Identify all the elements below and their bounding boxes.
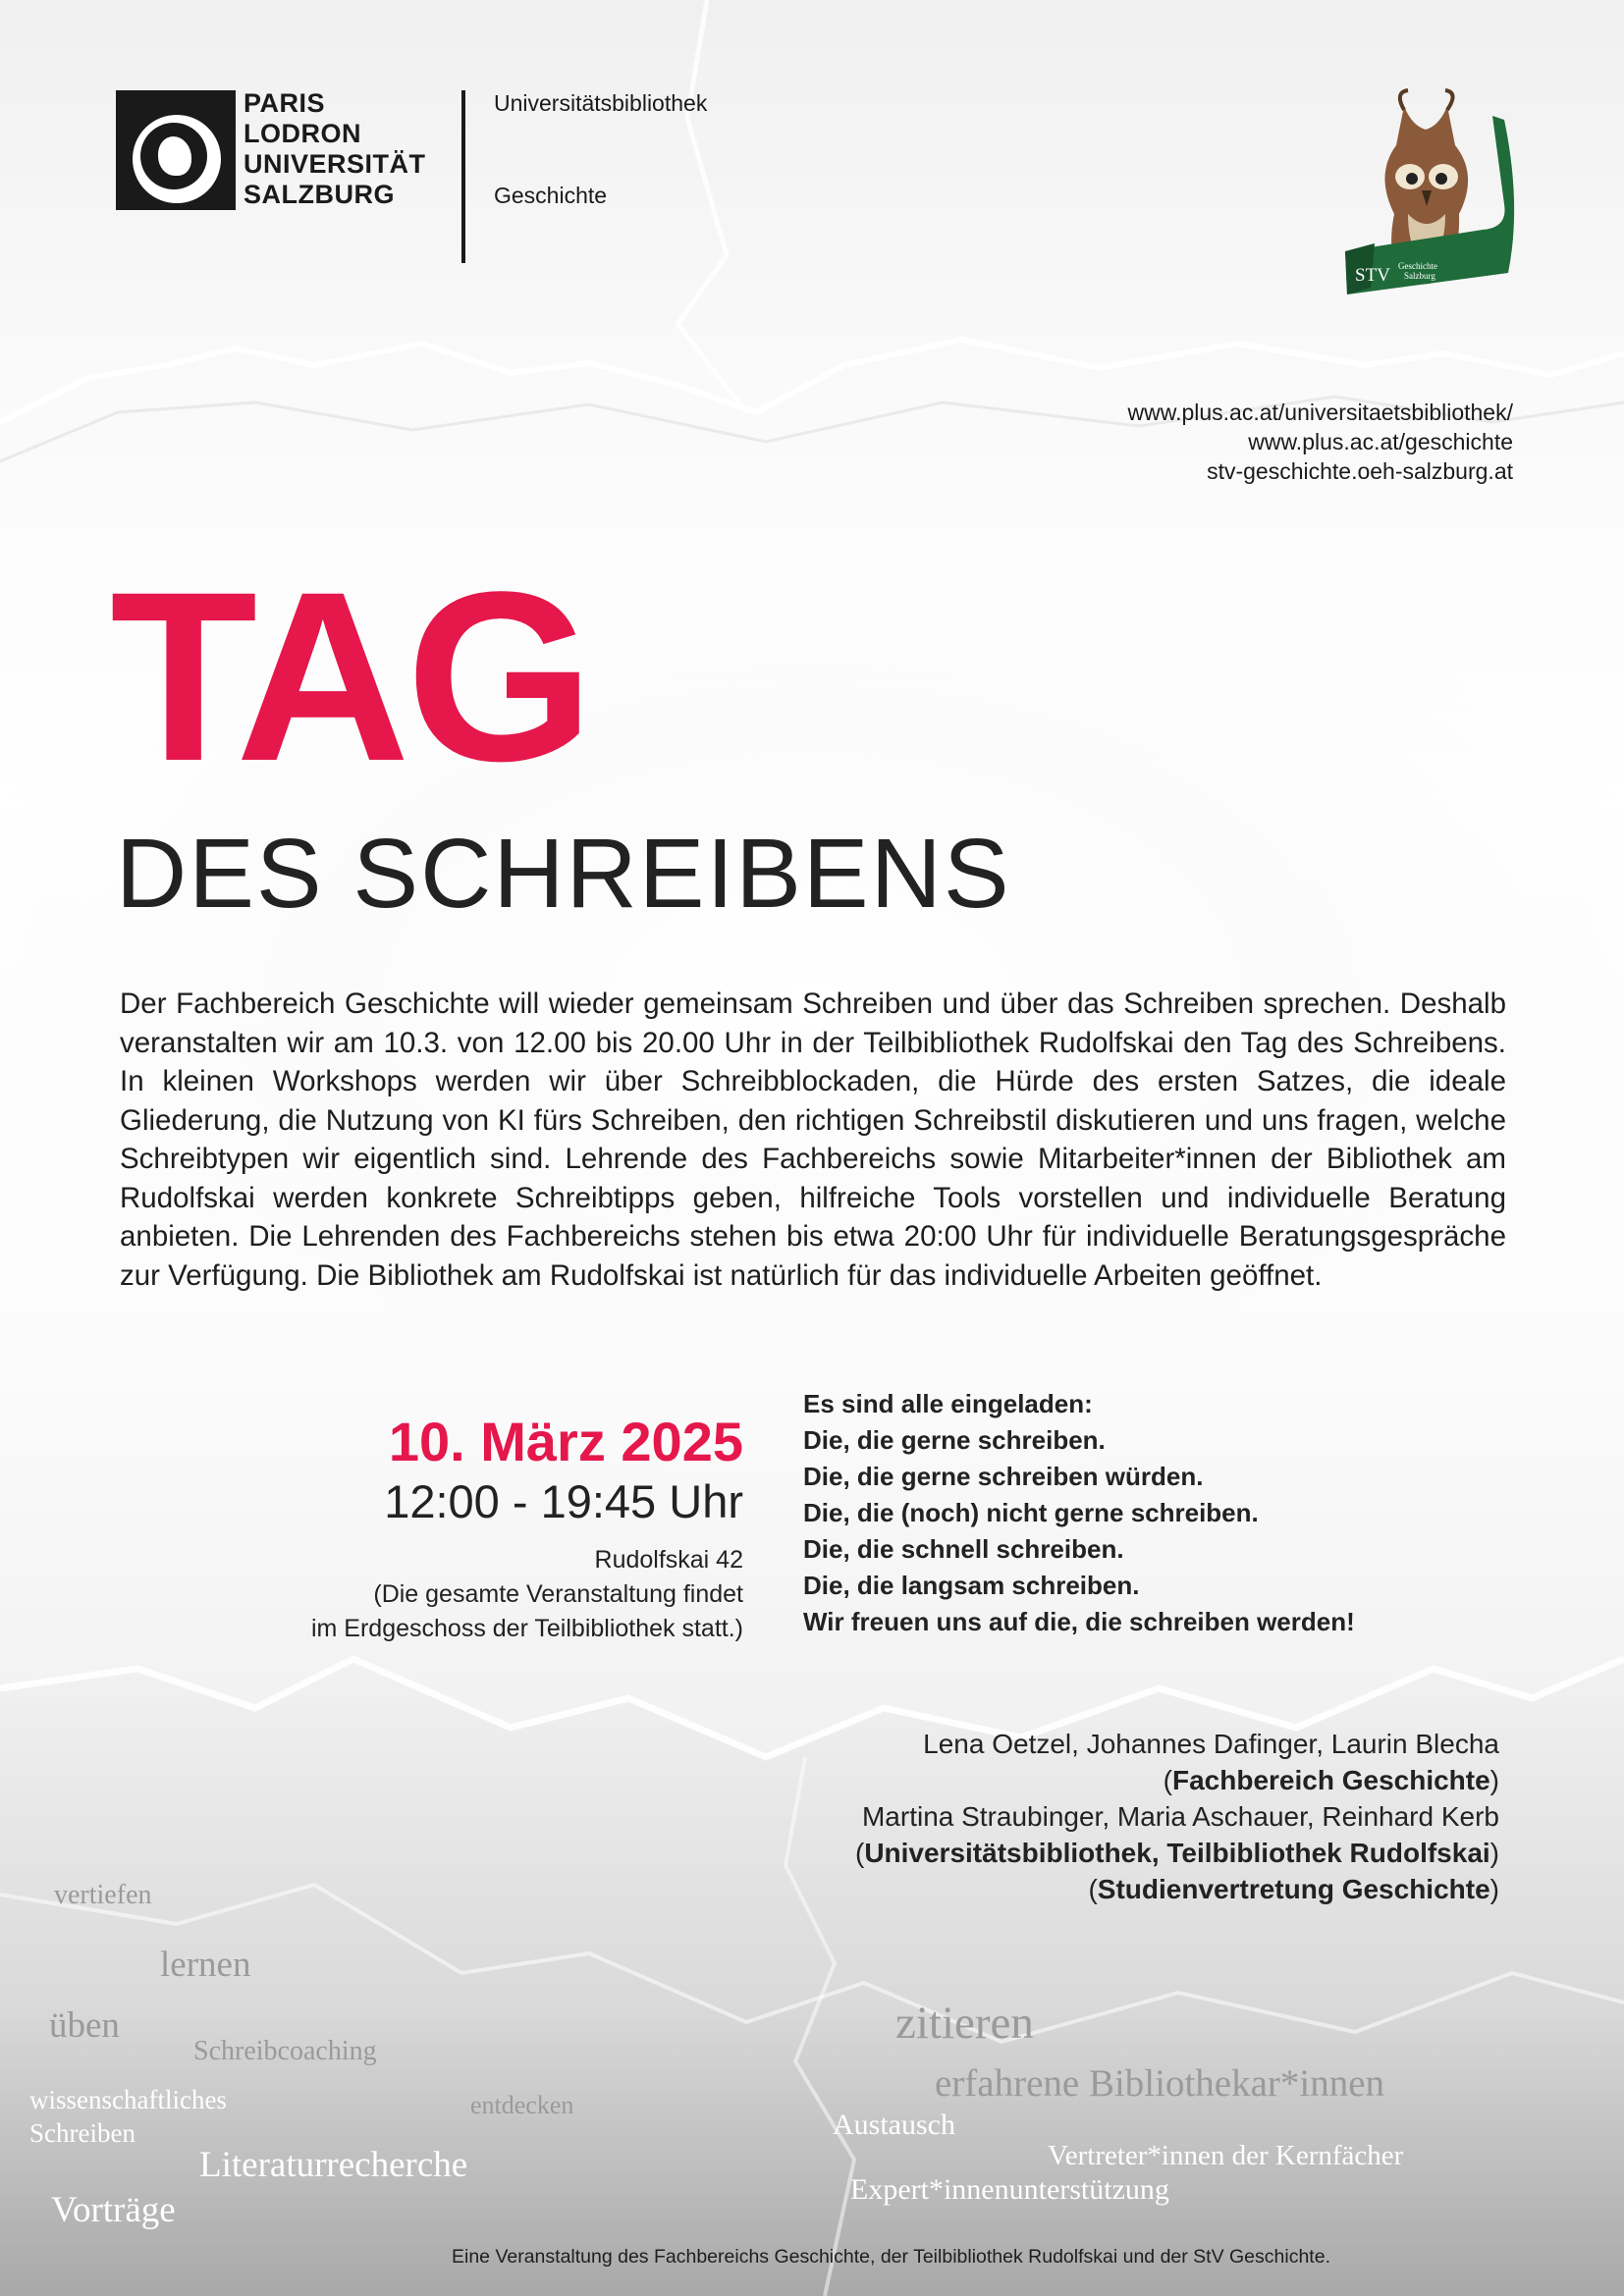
keyword: erfahrene Bibliothekar*innen <box>935 2062 1385 2105</box>
organizer-unit-name: Universitätsbibliothek, Teilbibliothek Rudolfskai <box>864 1838 1490 1868</box>
department-label-library: Universitätsbibliothek <box>494 90 708 116</box>
keyword: Expert*innenunterstützung <box>850 2173 1169 2206</box>
logo-text-line: SALZBURG <box>244 180 395 209</box>
stv-owl-logo <box>1335 86 1518 332</box>
invitation-line: Die, die gerne schreiben würden. <box>803 1462 1204 1491</box>
department-label-history: Geschichte <box>494 183 608 208</box>
keyword: entdecken <box>470 2091 574 2119</box>
keyword: Austausch <box>833 2109 955 2141</box>
organizer-unit: (Fachbereich Geschichte) <box>1163 1765 1499 1795</box>
intro-paragraph: Der Fachbereich Geschichte will wieder gemeinsam Schreiben und über das Schreiben sprechen. Deshalb veranstalten wir am 10.3. von 12.00 bis 20.00 Uhr in der Teilbibliothek Rudolfskai den Tag des Schreibens. In kleinen Workshops werden wir über Schreibblockaden, die Hürde des ersten Satzes, die ideale Gliederung, die Nutzung von KI fürs Schreiben, den richtigen Schreibstil diskutieren und uns fragen, welche Schreibtypen wir eigentlich sind. Lehrende des Fachbereichs sowie Mitarbeiter*innen der Bibliothek am Rudolfskai werden konkrete Schreibtipps geben, hilfreiche Tools vorstellen und individuelle Beratung anbieten. Die Lehrenden des Fachbereichs stehen bis etwa 20:00 Uhr für individuelle Beratungsgespräche zur Verfügung. Die Bibliothek am Rudolfskai ist natürlich für das individuelle Arbeiten geöffnet. <box>120 988 1506 1292</box>
logo-text-line: UNIVERSITÄT <box>244 149 426 179</box>
event-venue-note: im Erdgeschoss der Teilbibliothek statt.) <box>310 1615 743 1642</box>
keyword: Literaturrecherche <box>199 2145 468 2185</box>
organizer-unit-name: Studienvertretung Geschichte <box>1097 1874 1490 1904</box>
organizer-unit: (Universitätsbibliothek, Teilbibliothek Rudolfskai) <box>854 1838 1499 1868</box>
invitation-line: Die, die gerne schreiben. <box>803 1425 1106 1455</box>
logo-text-line: PARIS <box>244 88 326 118</box>
page-subtitle: DES SCHREIBENS <box>116 819 1011 929</box>
event-date: 10. März 2025 <box>388 1411 743 1472</box>
keyword: Vertreter*innen der Kernfächer <box>1048 2140 1404 2171</box>
link-history[interactable]: www.plus.ac.at/geschichte <box>1248 429 1513 454</box>
event-venue-note: (Die gesamte Veranstaltung findet <box>373 1580 743 1608</box>
organizer-names: Lena Oetzel, Johannes Dafinger, Laurin Blecha <box>923 1729 1499 1759</box>
university-logo <box>116 90 489 263</box>
link-stv[interactable]: stv-geschichte.oeh-salzburg.at <box>1207 458 1513 484</box>
invitation-line: Wir freuen uns auf die, die schreiben werden! <box>803 1607 1355 1636</box>
keyword: wissenschaftliches <box>29 2085 227 2114</box>
invitation-line: Die, die langsam schreiben. <box>803 1571 1140 1600</box>
keyword: vertiefen <box>54 1880 152 1910</box>
logo-mark <box>116 90 236 210</box>
event-venue: Rudolfskai 42 <box>594 1546 743 1574</box>
stv-logo-subtext: Salzburg <box>1404 271 1435 281</box>
keyword: zitieren <box>895 1998 1034 2049</box>
stv-logo-text: STV <box>1355 265 1390 286</box>
seal-icon <box>130 112 224 206</box>
keyword: Schreibcoaching <box>193 2036 377 2066</box>
invitation-line: Die, die (noch) nicht gerne schreiben. <box>803 1498 1259 1527</box>
page-title: TAG <box>110 542 591 812</box>
keyword: lernen <box>160 1945 251 1985</box>
organizer-names: Martina Straubinger, Maria Aschauer, Reinhard Kerb <box>861 1801 1499 1832</box>
organizer-unit: (Studienvertretung Geschichte) <box>1088 1874 1499 1904</box>
event-time: 12:00 - 19:45 Uhr <box>384 1475 743 1527</box>
invitation-line: Es sind alle eingeladen: <box>803 1389 1093 1418</box>
logo-text-line: LODRON <box>244 119 361 148</box>
keyword: Schreiben <box>29 2118 135 2148</box>
link-library[interactable]: www.plus.ac.at/universitaetsbibliothek/ <box>1127 400 1513 425</box>
organizer-unit-name: Fachbereich Geschichte <box>1171 1765 1490 1795</box>
invitation-line: Die, die schnell schreiben. <box>803 1534 1124 1564</box>
logo-divider <box>461 90 465 263</box>
keyword: Vorträge <box>51 2190 176 2230</box>
keyword: üben <box>49 2005 120 2046</box>
footer-note: Eine Veranstaltung des Fachbereichs Geschichte, der Teilbibliothek Rudolfskai und der StV Geschichte. <box>452 2246 1330 2268</box>
stv-logo-subtext: Geschichte <box>1398 261 1437 271</box>
